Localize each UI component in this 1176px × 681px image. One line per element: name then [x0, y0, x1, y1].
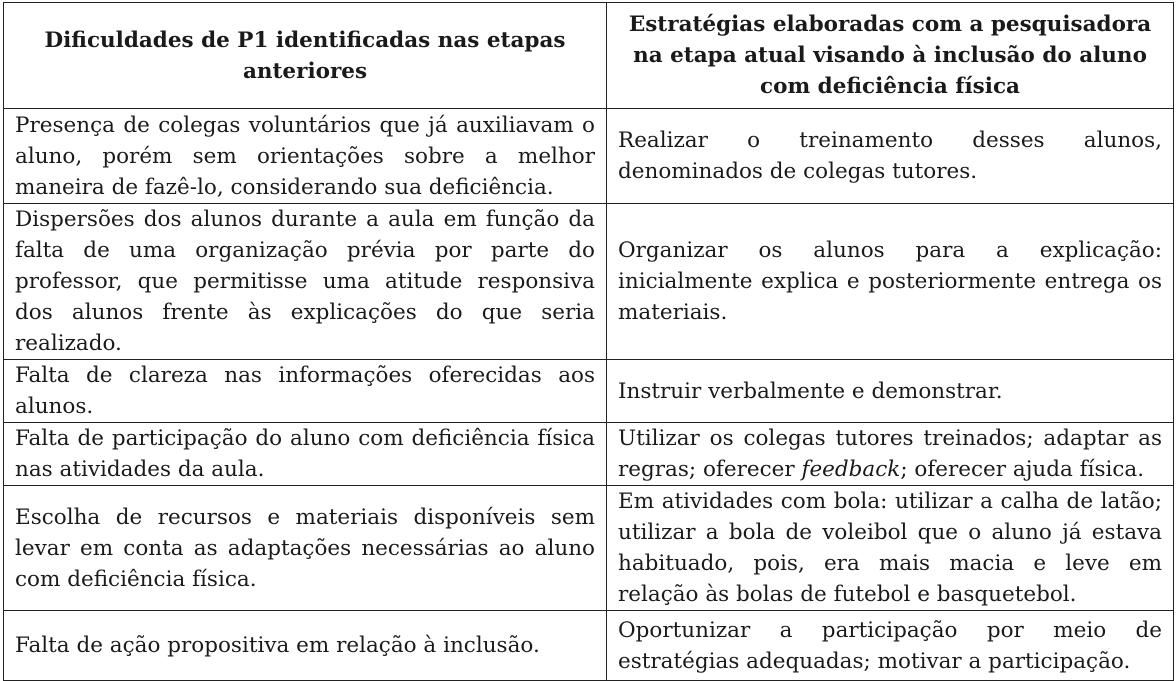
strategy-cell: Oportunizar a participação por meio de estratégias adequadas; motivar a participação.	[607, 611, 1174, 681]
strategy-cell: Instruir verbalmente e demonstrar.	[607, 360, 1174, 423]
strategy-text-after: ; oferecer ajuda física.	[900, 457, 1145, 482]
table-row	[4, 204, 1174, 360]
strategy-text-before: Utilizar os colegas tutores treinados; adaptar as regras; oferecer	[618, 426, 1162, 482]
difficulty-cell: Falta de participação do aluno com deficiência física nas atividades da aula.	[4, 423, 607, 486]
difficulty-cell: Presença de colegas voluntários que já auxiliavam o aluno, porém sem orientações sobre a melhor maneira de fazê-lo, considerando sua deficiência.	[4, 109, 607, 204]
strategies-table	[3, 2, 1174, 681]
difficulty-cell: Dispersões dos alunos durante a aula em função da falta de uma organização prévia por parte do professor, que permitisse uma atitude responsiva dos alunos frente às explicações do que seria realizado.	[4, 204, 607, 360]
strategy-cell	[607, 423, 1174, 486]
header-strategies: Estratégias elaboradas com a pesquisadora na etapa atual visando à inclusão do aluno com deficiência física	[607, 3, 1174, 109]
header-difficulties: Dificuldades de P1 identificadas nas etapas anteriores	[4, 3, 607, 109]
table-row	[4, 423, 1174, 486]
table-row	[4, 360, 1174, 423]
strategy-cell: Em atividades com bola: utilizar a calha de latão; utilizar a bola de voleibol que o aluno já estava habituado, pois, era mais macia e leve em relação às bolas de futebol e basquetebol.	[607, 486, 1174, 611]
table-row	[4, 486, 1174, 611]
difficulty-cell: Falta de ação propositiva em relação à inclusão.	[4, 611, 607, 681]
table-header-row	[4, 3, 1174, 109]
difficulty-cell: Falta de clareza nas informações oferecidas aos alunos.	[4, 360, 607, 423]
table-row	[4, 611, 1174, 681]
strategy-text-feedback: feedback	[801, 457, 901, 482]
difficulty-cell: Escolha de recursos e materiais disponíveis sem levar em conta as adaptações necessárias ao aluno com deficiência física.	[4, 486, 607, 611]
strategy-cell: Realizar o treinamento desses alunos, denominados de colegas tutores.	[607, 109, 1174, 204]
strategy-cell: Organizar os alunos para a explicação: inicialmente explica e posteriormente entrega os materiais.	[607, 204, 1174, 360]
table-row	[4, 109, 1174, 204]
